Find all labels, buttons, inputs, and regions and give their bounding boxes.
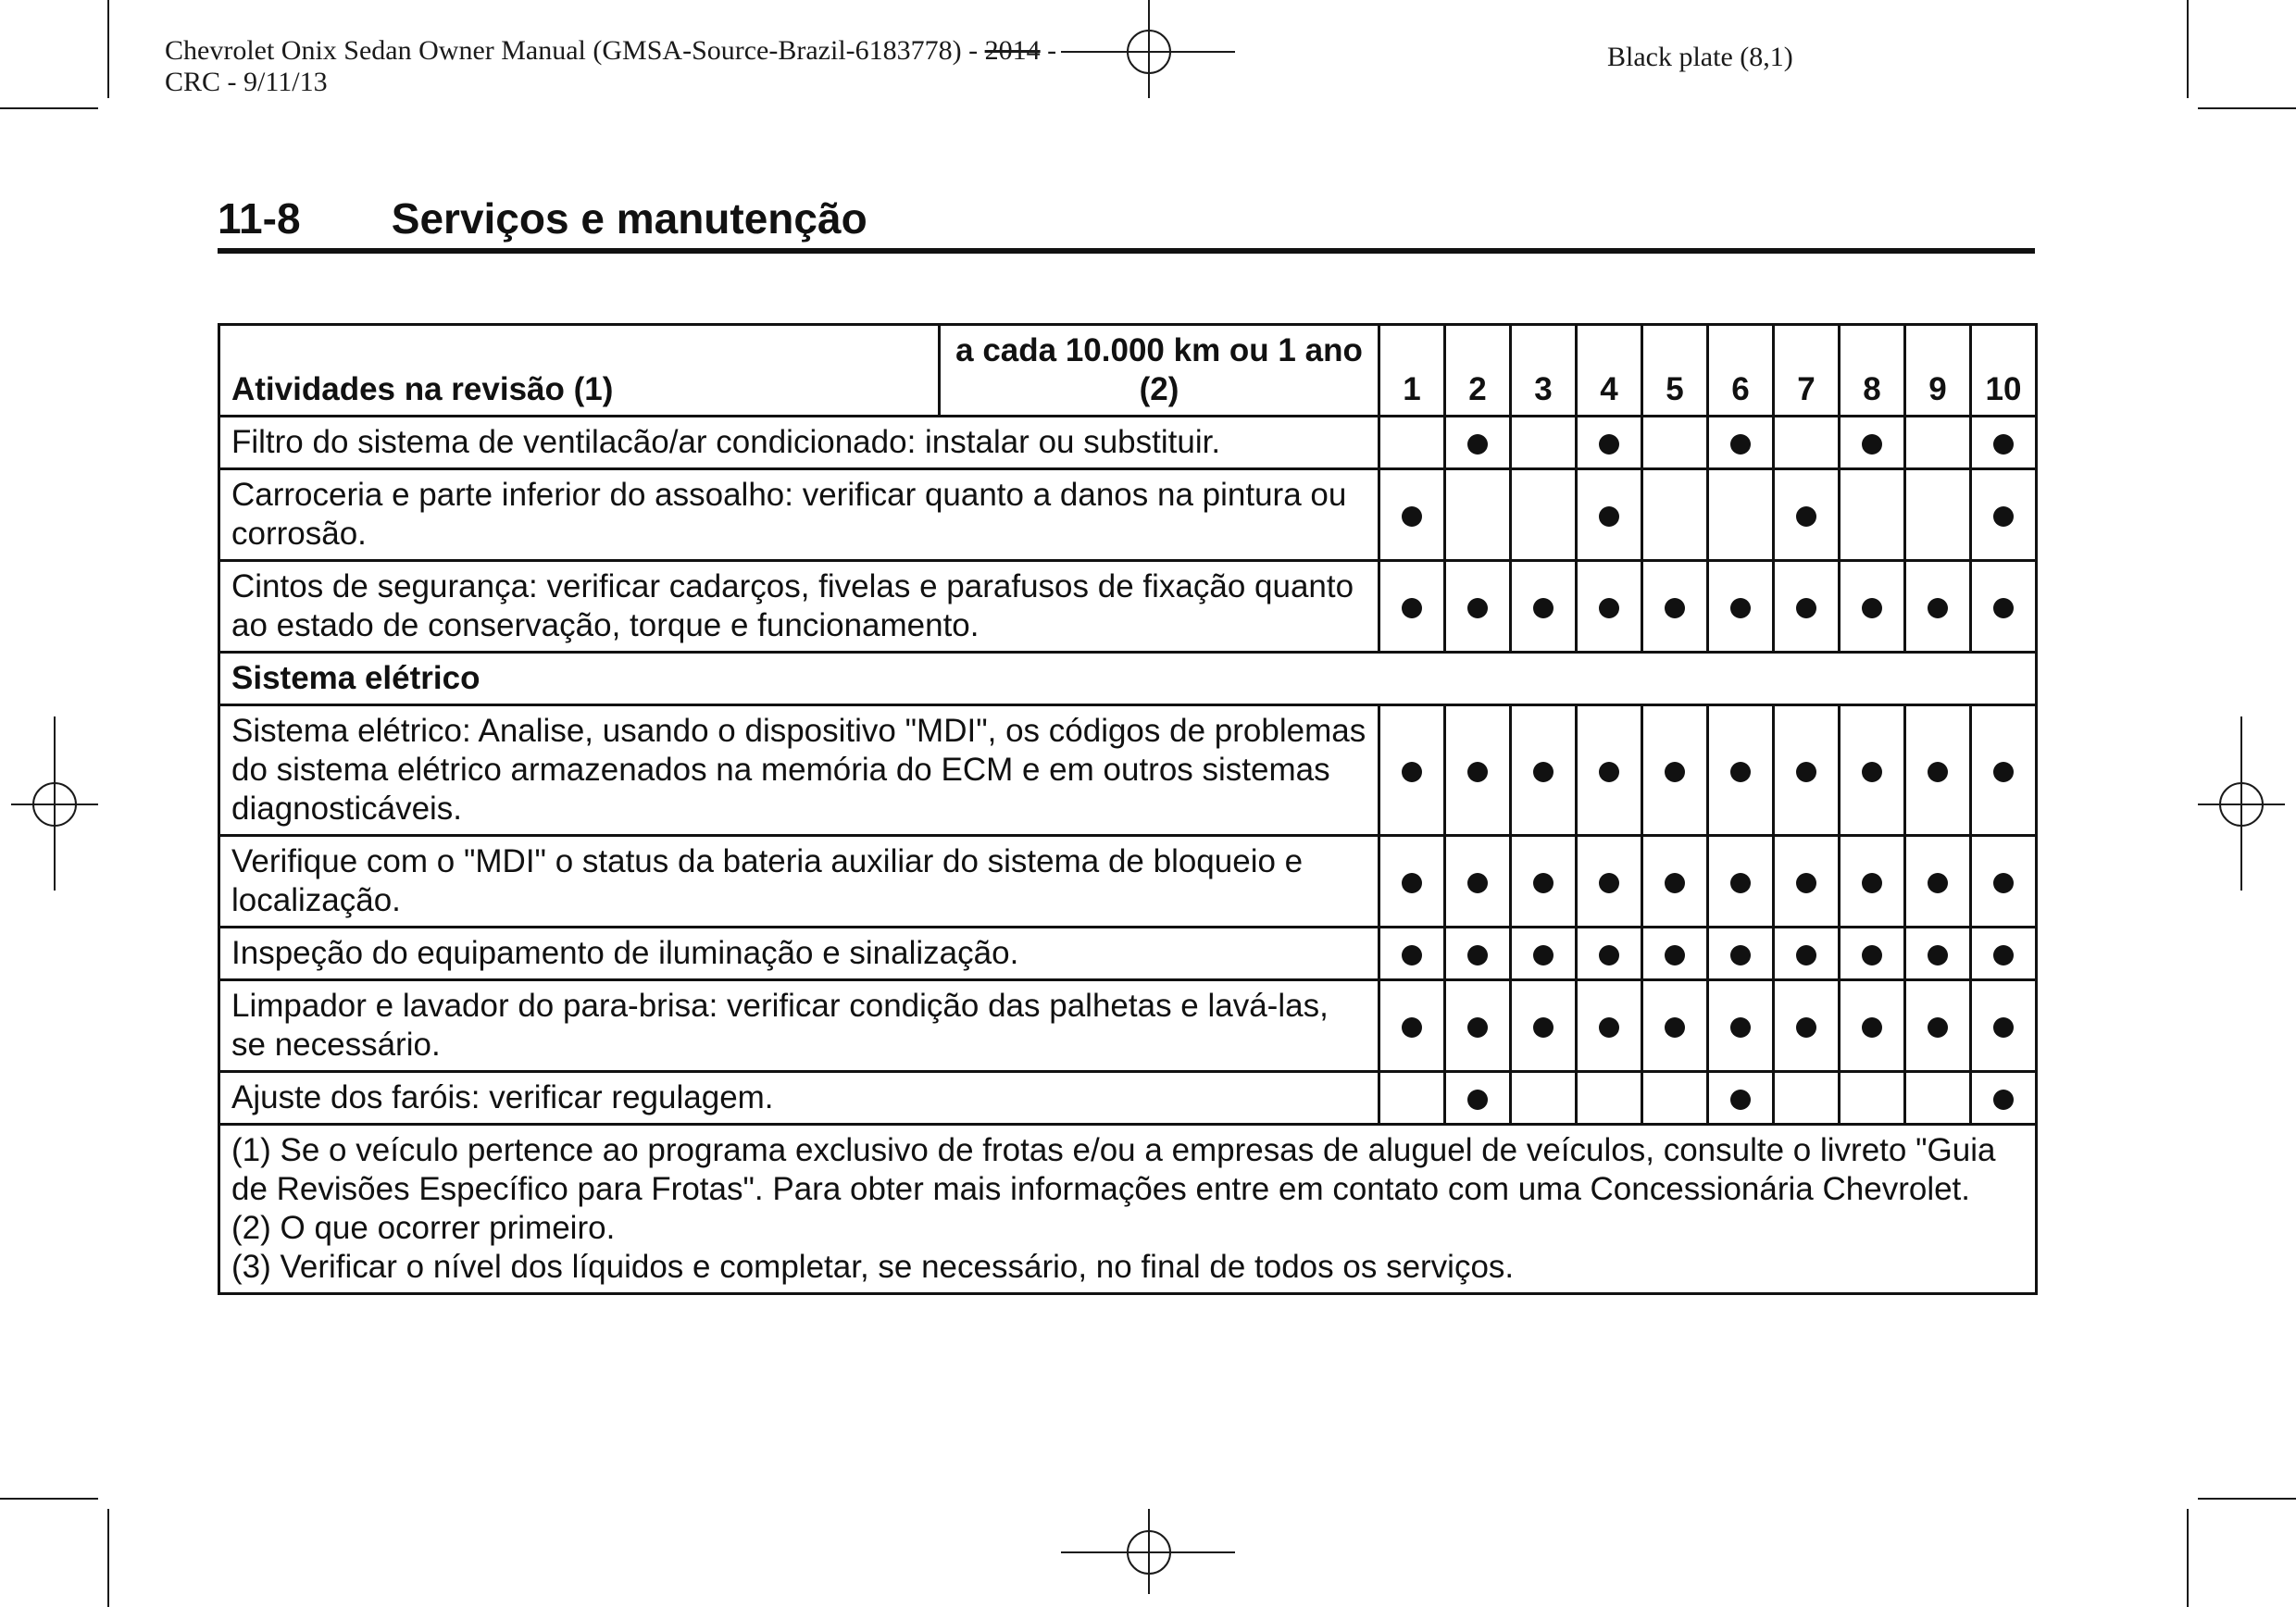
- required-dot-icon: [1730, 873, 1751, 893]
- header-revision-1: 1: [1379, 325, 1445, 417]
- revision-cell-4: [1577, 980, 1642, 1072]
- activity-label: Filtro do sistema de ventilacão/ar condicionado: instalar ou substituir.: [219, 417, 1379, 469]
- header-activity: Atividades na revisão (1): [219, 325, 940, 417]
- header-interval: a cada 10.000 km ou 1 ano (2): [940, 325, 1379, 417]
- revision-cell-2: [1445, 836, 1511, 928]
- revision-cell-5: [1642, 836, 1708, 928]
- revision-cell-4: [1577, 928, 1642, 980]
- revision-cell-3: [1511, 561, 1577, 653]
- header-revision-3: 3: [1511, 325, 1577, 417]
- activity-label: Verifique com o "MDI" o status da bateria auxiliar do sistema de bloqueio e localização.: [219, 836, 1379, 928]
- required-dot-icon: [1993, 506, 2014, 527]
- notes-row: [219, 1125, 2037, 1294]
- revision-cell-3: [1511, 705, 1577, 836]
- footnote-3: (3) Verificar o nível dos líquidos e completar, se necessário, no final de todos os serviços.: [231, 1249, 1515, 1285]
- revision-cell-2: [1445, 417, 1511, 469]
- revision-cell-10: [1971, 561, 2037, 653]
- revision-cell-3: [1511, 1072, 1577, 1125]
- required-dot-icon: [1665, 762, 1685, 782]
- revision-cell-2: [1445, 469, 1511, 561]
- revision-cell-4: [1577, 469, 1642, 561]
- revision-cell-10: [1971, 928, 2037, 980]
- revision-cell-5: [1642, 417, 1708, 469]
- required-dot-icon: [1993, 762, 2014, 782]
- revision-cell-5: [1642, 928, 1708, 980]
- revision-cell-6: [1708, 836, 1774, 928]
- page-title: Serviços e manutenção: [391, 194, 867, 243]
- revision-cell-7: [1774, 928, 1840, 980]
- revision-cell-1: [1379, 417, 1445, 469]
- required-dot-icon: [1796, 506, 1816, 527]
- revision-cell-3: [1511, 836, 1577, 928]
- revision-cell-10: [1971, 705, 2037, 836]
- required-dot-icon: [1928, 762, 1948, 782]
- section-row: [219, 653, 2037, 705]
- revision-cell-5: [1642, 561, 1708, 653]
- revision-cell-5: [1642, 980, 1708, 1072]
- required-dot-icon: [1796, 873, 1816, 893]
- table-row: [219, 928, 2037, 980]
- revision-cell-3: [1511, 928, 1577, 980]
- required-dot-icon: [1467, 1090, 1488, 1110]
- header-revision-9: 9: [1905, 325, 1971, 417]
- required-dot-icon: [1862, 598, 1882, 618]
- required-dot-icon: [1993, 873, 2014, 893]
- required-dot-icon: [1796, 762, 1816, 782]
- plate-label: Black plate (8,1): [1607, 42, 1793, 72]
- revision-cell-1: [1379, 836, 1445, 928]
- required-dot-icon: [1993, 1017, 2014, 1038]
- required-dot-icon: [1599, 1017, 1619, 1038]
- table-row: [219, 980, 2037, 1072]
- revision-cell-4: [1577, 705, 1642, 836]
- revision-cell-9: [1905, 561, 1971, 653]
- revision-cell-6: [1708, 561, 1774, 653]
- required-dot-icon: [1533, 598, 1554, 618]
- required-dot-icon: [1665, 1017, 1685, 1038]
- revision-cell-5: [1642, 469, 1708, 561]
- revision-cell-7: [1774, 836, 1840, 928]
- required-dot-icon: [1402, 873, 1422, 893]
- revision-cell-6: [1708, 928, 1774, 980]
- required-dot-icon: [1467, 945, 1488, 965]
- required-dot-icon: [1928, 873, 1948, 893]
- revision-cell-6: [1708, 417, 1774, 469]
- revision-cell-3: [1511, 469, 1577, 561]
- revision-cell-9: [1905, 1072, 1971, 1125]
- table-row: [219, 1072, 2037, 1125]
- revision-cell-4: [1577, 417, 1642, 469]
- revision-cell-2: [1445, 705, 1511, 836]
- required-dot-icon: [1796, 1017, 1816, 1038]
- table-row: [219, 417, 2037, 469]
- revision-cell-2: [1445, 561, 1511, 653]
- activity-label: Cintos de segurança: verificar cadarços, fivelas e parafusos de fixação quanto ao estado de conservação, torque e funcionamento.: [219, 561, 1379, 653]
- revision-cell-7: [1774, 417, 1840, 469]
- required-dot-icon: [1730, 762, 1751, 782]
- revision-cell-9: [1905, 469, 1971, 561]
- header-revision-4: 4: [1577, 325, 1642, 417]
- footnote-2: (2) O que ocorrer primeiro.: [231, 1210, 616, 1246]
- required-dot-icon: [1467, 762, 1488, 782]
- maintenance-schedule-table: [218, 323, 2038, 1295]
- revision-cell-6: [1708, 705, 1774, 836]
- table-row: [219, 469, 2037, 561]
- required-dot-icon: [1665, 598, 1685, 618]
- table-header-row: [219, 325, 2037, 417]
- required-dot-icon: [1993, 434, 2014, 455]
- page-number: 11-8: [218, 194, 301, 243]
- required-dot-icon: [1402, 945, 1422, 965]
- revision-cell-6: [1708, 1072, 1774, 1125]
- revision-cell-4: [1577, 836, 1642, 928]
- footnote-1: (1) Se o veículo pertence ao programa exclusivo de frotas e/ou a empresas de aluguel de veículos, consulte o livreto "Guia de Revisões Específico para Frotas". Para obter mais informações entre em contato com uma Concessionária Chevrolet.: [231, 1132, 1996, 1207]
- revision-cell-7: [1774, 1072, 1840, 1125]
- revision-cell-8: [1840, 469, 1905, 561]
- revision-cell-8: [1840, 836, 1905, 928]
- header-revision-7: 7: [1774, 325, 1840, 417]
- required-dot-icon: [1533, 762, 1554, 782]
- revision-cell-7: [1774, 469, 1840, 561]
- required-dot-icon: [1730, 434, 1751, 455]
- section-title: Sistema elétrico: [219, 653, 2037, 705]
- revision-cell-1: [1379, 469, 1445, 561]
- required-dot-icon: [1467, 1017, 1488, 1038]
- required-dot-icon: [1928, 598, 1948, 618]
- revision-cell-10: [1971, 980, 2037, 1072]
- required-dot-icon: [1599, 873, 1619, 893]
- header-revision-2: 2: [1445, 325, 1511, 417]
- revision-cell-9: [1905, 928, 1971, 980]
- required-dot-icon: [1730, 1090, 1751, 1110]
- activity-label: Sistema elétrico: Analise, usando o dispositivo "MDI", os códigos de problemas do sistema elétrico armazenados na memória do ECM e em outros sistemas diagnosticáveis.: [219, 705, 1379, 836]
- revision-cell-6: [1708, 469, 1774, 561]
- required-dot-icon: [1402, 506, 1422, 527]
- required-dot-icon: [1533, 1017, 1554, 1038]
- manual-year: 2014: [984, 35, 1041, 66]
- required-dot-icon: [1862, 945, 1882, 965]
- required-dot-icon: [1533, 873, 1554, 893]
- required-dot-icon: [1599, 506, 1619, 527]
- required-dot-icon: [1993, 945, 2014, 965]
- revision-cell-8: [1840, 980, 1905, 1072]
- required-dot-icon: [1467, 873, 1488, 893]
- required-dot-icon: [1796, 945, 1816, 965]
- required-dot-icon: [1665, 873, 1685, 893]
- revision-cell-2: [1445, 928, 1511, 980]
- header-revision-5: 5: [1642, 325, 1708, 417]
- activity-label: Ajuste dos faróis: verificar regulagem.: [219, 1072, 1379, 1125]
- required-dot-icon: [1862, 434, 1882, 455]
- required-dot-icon: [1467, 434, 1488, 455]
- revision-cell-7: [1774, 980, 1840, 1072]
- revision-cell-2: [1445, 1072, 1511, 1125]
- required-dot-icon: [1862, 762, 1882, 782]
- revision-cell-1: [1379, 1072, 1445, 1125]
- revision-cell-9: [1905, 836, 1971, 928]
- required-dot-icon: [1599, 434, 1619, 455]
- required-dot-icon: [1599, 598, 1619, 618]
- required-dot-icon: [1730, 1017, 1751, 1038]
- revision-cell-8: [1840, 928, 1905, 980]
- required-dot-icon: [1599, 945, 1619, 965]
- revision-cell-4: [1577, 561, 1642, 653]
- activity-label: Limpador e lavador do para-brisa: verificar condição das palhetas e lavá-las, se necessário.: [219, 980, 1379, 1072]
- required-dot-icon: [1533, 945, 1554, 965]
- activity-label: Carroceria e parte inferior do assoalho: verificar quanto a danos na pintura ou corrosão.: [219, 469, 1379, 561]
- manual-title: Chevrolet Onix Sedan Owner Manual (GMSA-Source-Brazil-6183778) -: [165, 35, 979, 66]
- revision-cell-4: [1577, 1072, 1642, 1125]
- revision-cell-5: [1642, 705, 1708, 836]
- print-header: [165, 35, 1056, 98]
- table-row: [219, 705, 2037, 836]
- required-dot-icon: [1862, 873, 1882, 893]
- header-revision-6: 6: [1708, 325, 1774, 417]
- header-revision-10: 10: [1971, 325, 2037, 417]
- required-dot-icon: [1993, 1090, 2014, 1110]
- crc-line: CRC - 9/11/13: [165, 67, 328, 97]
- revision-cell-1: [1379, 561, 1445, 653]
- required-dot-icon: [1665, 945, 1685, 965]
- revision-cell-10: [1971, 836, 2037, 928]
- revision-cell-1: [1379, 980, 1445, 1072]
- revision-cell-3: [1511, 980, 1577, 1072]
- manual-dash: -: [1047, 35, 1057, 66]
- revision-cell-2: [1445, 980, 1511, 1072]
- revision-cell-9: [1905, 705, 1971, 836]
- revision-cell-3: [1511, 417, 1577, 469]
- revision-cell-9: [1905, 980, 1971, 1072]
- revision-cell-8: [1840, 417, 1905, 469]
- required-dot-icon: [1928, 945, 1948, 965]
- footnotes: [219, 1125, 2037, 1294]
- revision-cell-5: [1642, 1072, 1708, 1125]
- required-dot-icon: [1467, 598, 1488, 618]
- revision-cell-10: [1971, 1072, 2037, 1125]
- revision-cell-6: [1708, 980, 1774, 1072]
- required-dot-icon: [1730, 945, 1751, 965]
- revision-cell-7: [1774, 705, 1840, 836]
- required-dot-icon: [1928, 1017, 1948, 1038]
- required-dot-icon: [1993, 598, 2014, 618]
- revision-cell-1: [1379, 928, 1445, 980]
- revision-cell-9: [1905, 417, 1971, 469]
- required-dot-icon: [1862, 1017, 1882, 1038]
- required-dot-icon: [1402, 762, 1422, 782]
- required-dot-icon: [1402, 598, 1422, 618]
- table-row: [219, 561, 2037, 653]
- header-revision-8: 8: [1840, 325, 1905, 417]
- page-heading: [218, 193, 2035, 254]
- required-dot-icon: [1402, 1017, 1422, 1038]
- table-row: [219, 836, 2037, 928]
- revision-cell-8: [1840, 561, 1905, 653]
- revision-cell-1: [1379, 705, 1445, 836]
- revision-cell-8: [1840, 705, 1905, 836]
- required-dot-icon: [1796, 598, 1816, 618]
- required-dot-icon: [1730, 598, 1751, 618]
- activity-label: Inspeção do equipamento de iluminação e sinalização.: [219, 928, 1379, 980]
- required-dot-icon: [1599, 762, 1619, 782]
- revision-cell-10: [1971, 417, 2037, 469]
- revision-cell-10: [1971, 469, 2037, 561]
- revision-cell-8: [1840, 1072, 1905, 1125]
- revision-cell-7: [1774, 561, 1840, 653]
